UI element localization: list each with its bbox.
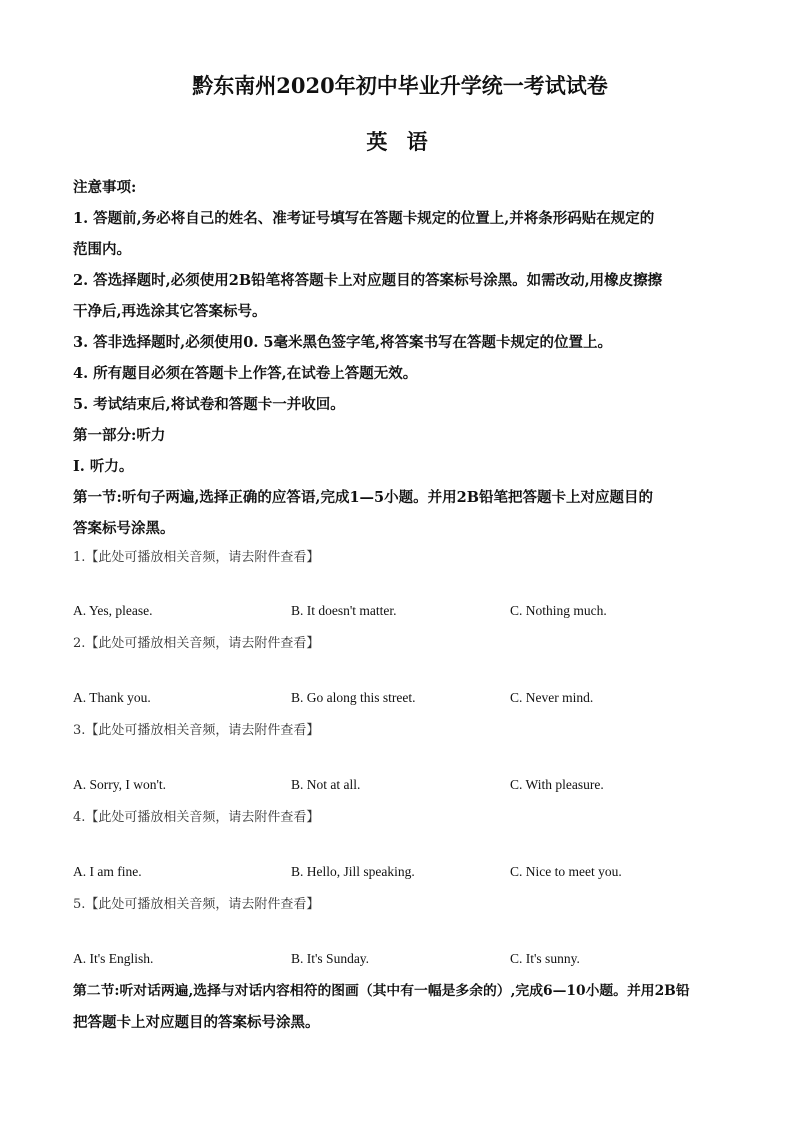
option-b: B. Go along this street. [291, 690, 416, 705]
audio-link[interactable]: 【此处可播放相关音频，请去附件查看】 [85, 636, 320, 651]
section-label: I. 听力。 [73, 458, 134, 475]
audio-placeholder[interactable] [73, 632, 319, 651]
note-line: 2. 答选择题时,必须使用2B铅笔将答题卡上对应题目的答案标号涂黑。如需改动,用橡皮擦擦 [73, 272, 663, 289]
note-line: 5. 考试结束后,将试卷和答题卡一并收回。 [73, 396, 345, 413]
question-number: 4. [73, 810, 86, 825]
section2-instructions: 第二节:听对话两遍,选择与对话内容相符的图画（其中有一幅是多余的）,完成6—10小题。并用2B铅 [73, 983, 690, 999]
option-b: B. It's Sunday. [291, 951, 370, 966]
audio-link[interactable]: 【此处可播放相关音频，请去附件查看】 [85, 723, 320, 738]
note-line: 干净后,再选涂其它答案标号。 [73, 303, 267, 320]
exam-title: 黔东南州2020年初中毕业升学统一考试试卷 [192, 73, 608, 98]
option-a: A. I am fine. [73, 864, 142, 879]
option-b: B. Not at all. [291, 777, 361, 792]
audio-link[interactable]: 【此处可播放相关音频，请去附件查看】 [85, 897, 320, 912]
option-b: B. Hello, Jill speaking. [291, 864, 415, 879]
audio-placeholder[interactable] [73, 546, 319, 565]
option-a: A. Sorry, I won't. [73, 777, 167, 792]
note-line: 3. 答非选择题时,必须使用0. 5毫米黑色签字笔,将答案书写在答题卡规定的位置上。 [73, 334, 613, 351]
option-a: A. It's English. [73, 951, 154, 966]
question-number: 2. [73, 636, 86, 651]
section1-instructions: 第一节:听句子两遍,选择正确的应答语,完成1—5小题。并用2B铅笔把答题卡上对应题目的 [73, 489, 653, 506]
question-number: 3. [73, 723, 86, 738]
subject-title: 英 语 [366, 129, 434, 154]
option-a: A. Yes, please. [73, 603, 153, 618]
question-number: 1. [73, 550, 86, 565]
section1-instructions-cont: 答案标号涂黑。 [73, 520, 175, 537]
option-c: C. It's sunny. [510, 951, 580, 966]
part-heading: 第一部分:听力 [73, 427, 166, 444]
option-c: C. Nice to meet you. [510, 864, 622, 879]
audio-link[interactable]: 【此处可播放相关音频，请去附件查看】 [85, 550, 320, 565]
audio-placeholder[interactable] [73, 893, 319, 912]
note-line: 范围内。 [73, 241, 131, 258]
option-c: C. Never mind. [510, 690, 594, 705]
audio-link[interactable]: 【此处可播放相关音频，请去附件查看】 [85, 810, 320, 825]
audio-placeholder[interactable] [73, 719, 319, 738]
option-c: C. With pleasure. [510, 777, 604, 792]
audio-placeholder[interactable] [73, 806, 319, 825]
note-line: 4. 所有题目必须在答题卡上作答,在试卷上答题无效。 [73, 365, 418, 382]
option-b: B. It doesn't matter. [291, 603, 397, 618]
question-number: 5. [73, 897, 86, 912]
option-a: A. Thank you. [73, 690, 151, 705]
notes-heading: 注意事项: [73, 179, 137, 196]
option-c: C. Nothing much. [510, 603, 607, 618]
section2-instructions-cont: 把答题卡上对应题目的答案标号涂黑。 [73, 1014, 320, 1031]
note-line: 1. 答题前,务必将自己的姓名、准考证号填写在答题卡规定的位置上,并将条形码贴在规定的 [73, 210, 655, 227]
